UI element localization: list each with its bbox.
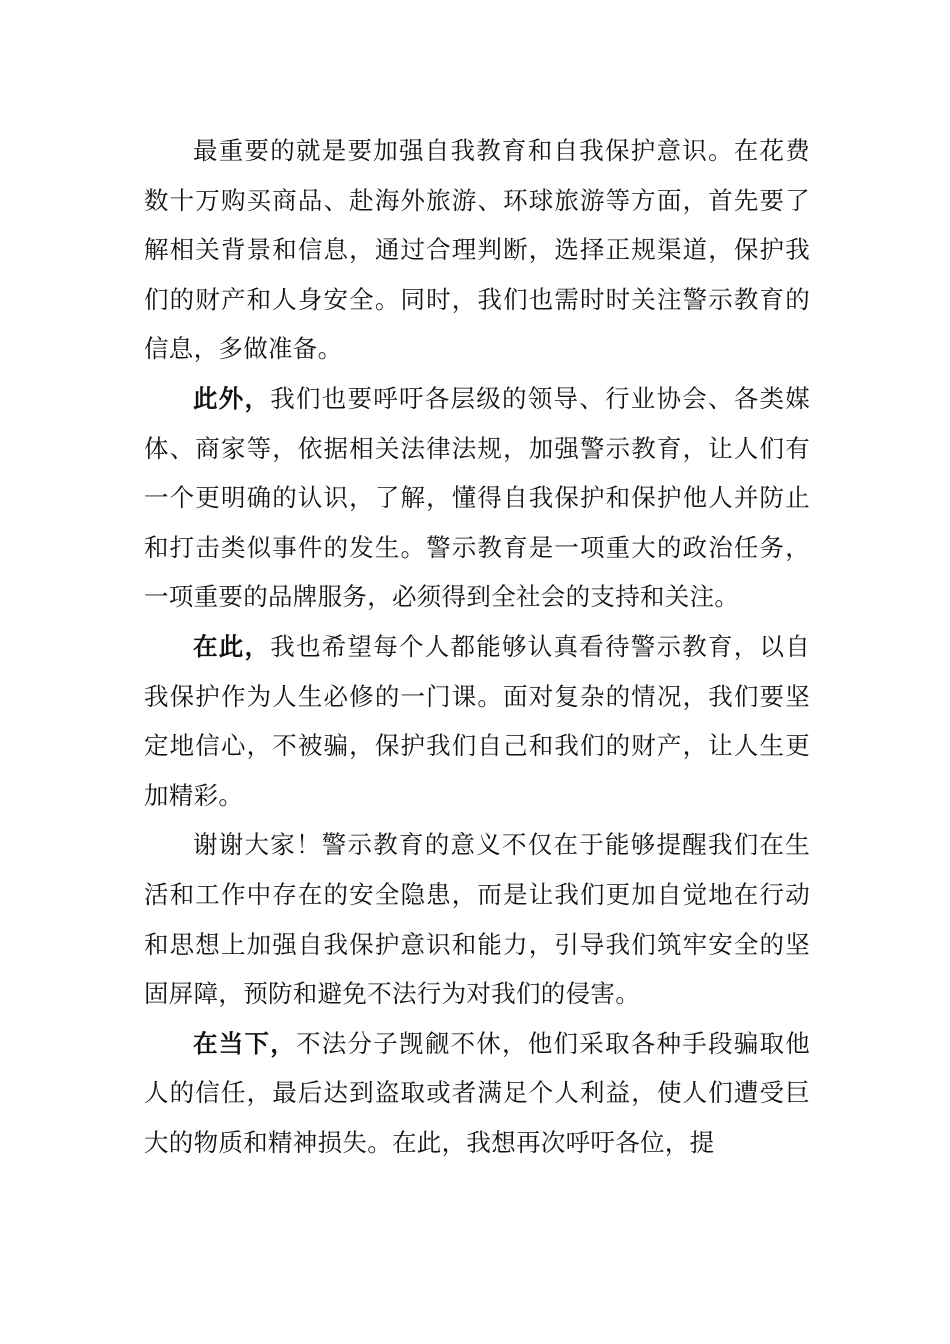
- paragraph-1: [144, 126, 810, 374]
- paragraph-2-text: 我们也要呼吁各层级的领导、行业协会、各类媒体、商家等，依据相关法律法规，加强警示教育，让人们有一个更明确的认识，了解，懂得自我保护和保护他人并防止和打击类似事件的发生。警示教育是一项重大的政治任务，一项重要的品牌服务，必须得到全社会的支持和关注。: [144, 383, 810, 612]
- paragraph-5-lead: 在当下，: [193, 1028, 296, 1058]
- paragraph-3-lead: 在此，: [193, 631, 271, 661]
- paragraph-3-text: 我也希望每个人都能够认真看待警示教育，以自我保护作为人生必修的一门课。面对复杂的情况，我们要坚定地信心，不被骗，保护我们自己和我们的财产，让人生更加精彩。: [144, 631, 810, 810]
- paragraph-5: [144, 1019, 810, 1168]
- paragraph-2: [144, 374, 810, 622]
- document-page: [144, 126, 810, 1167]
- paragraph-2-lead: 此外，: [193, 383, 271, 413]
- paragraph-4-text: 谢谢大家！警示教育的意义不仅在于能够提醒我们在生活和工作中存在的安全隐患，而是让我们更加自觉地在行动和思想上加强自我保护意识和能力，引导我们筑牢安全的坚固屏障，预防和避免不法行为对我们的侵害。: [144, 830, 810, 1009]
- paragraph-4: [144, 820, 810, 1018]
- paragraph-3: [144, 622, 810, 820]
- paragraph-1-text: 最重要的就是要加强自我教育和自我保护意识。在花费数十万购买商品、赴海外旅游、环球旅游等方面，首先要了解相关背景和信息，通过合理判断，选择正规渠道，保护我们的财产和人身安全。同时，我们也需时时关注警示教育的信息，多做准备。: [144, 136, 810, 364]
- paragraph-5-text: 不法分子觊觎不休，他们采取各种手段骗取他人的信任，最后达到盗取或者满足个人利益，使人们遭受巨大的物质和精神损失。在此，我想再次呼吁各位，提: [144, 1028, 811, 1157]
